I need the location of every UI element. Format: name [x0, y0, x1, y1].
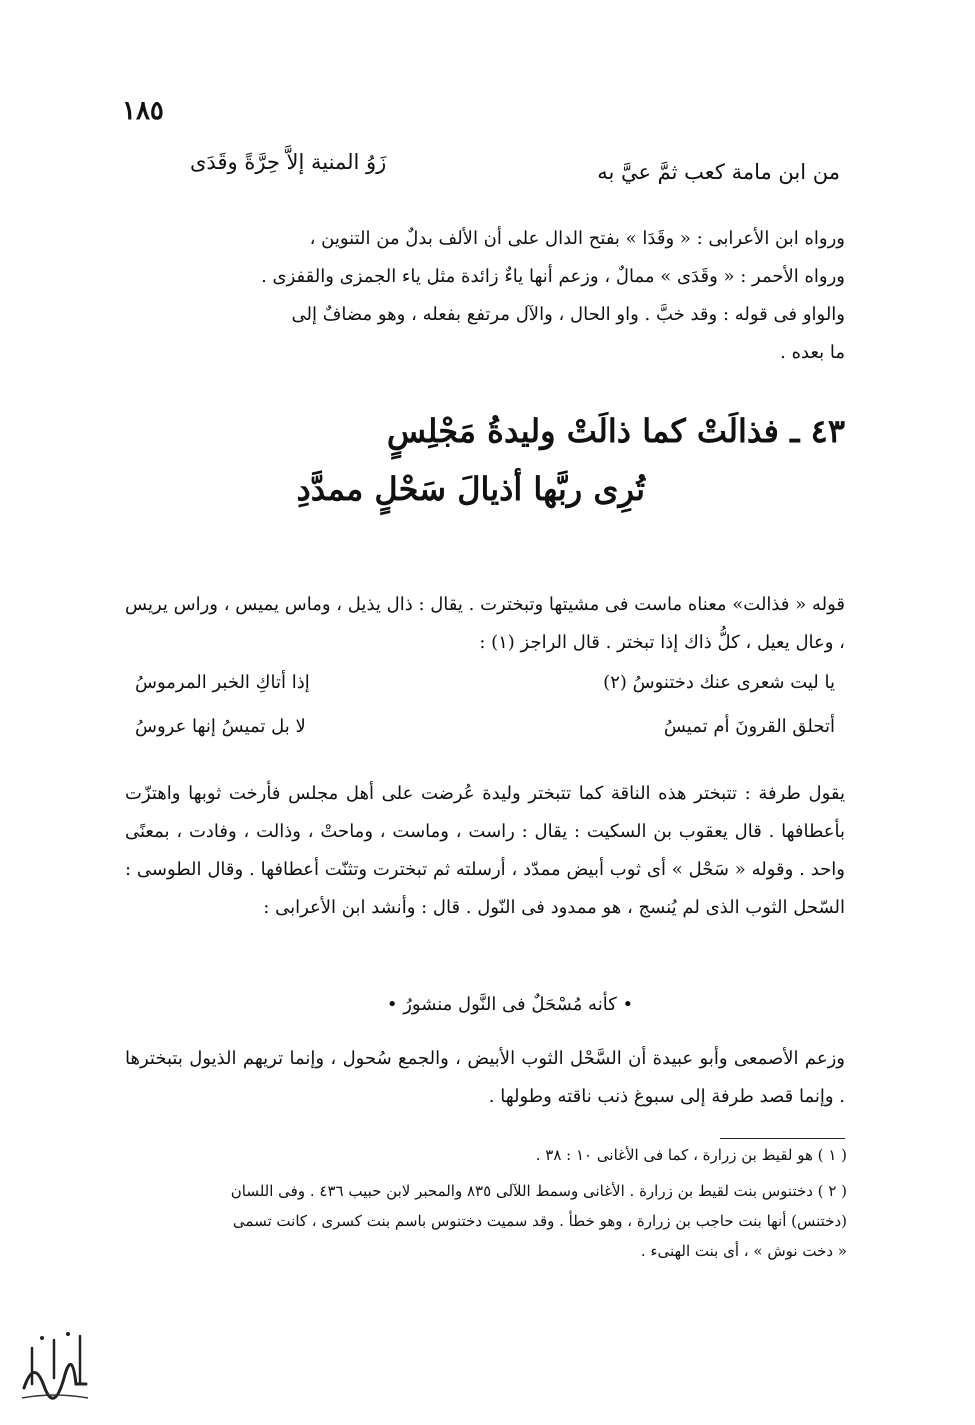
- quoted-verse: • كأنه مُسْحَلٌ فى النَّول منشورُ •: [386, 994, 634, 1015]
- page-number: ١٨٥: [122, 96, 164, 126]
- footnote-divider: [720, 1138, 845, 1139]
- verse-intro-hemistich-1: من ابن مامة كعب ثمَّ عيَّ به: [597, 160, 840, 184]
- footnote-1: ( ١ ) هو لقيط بن زرارة ، كما فى الأغانى ١٠ : ٣٨ .: [535, 1146, 847, 1164]
- footnote-2-line: « دخت نوش » ، أى بنت الهنىء .: [640, 1242, 847, 1260]
- paragraph-1-line: ورواه الأحمر : « وقَدَى » ممالٌ ، وزعم أنها ياءٌ زائدة مثل ياء الجمزى والقفزى .: [261, 266, 845, 287]
- poem-row: [135, 716, 835, 752]
- verse-heading-line-1: ٤٣ ـ فذالَتْ كما ذالَتْ وليدةُ مَجْلِسٍ: [386, 412, 845, 450]
- calligraphy-logo-icon: [14, 1318, 94, 1408]
- poem-row: [135, 672, 835, 708]
- paragraph-4: وزعم الأصمعى وأبو عبيدة أن السَّحْل الثوب الأبيض ، والجمع سُحول ، وإنما تريهم الذيول بتبخترها . وإنما قصد طرفة إلى سبوغ ذنب ناقته وطولها .: [125, 1048, 845, 1107]
- footnote-2-line: ( ٢ ) دختنوس بنت لقيط بن زرارة . الأغانى وسمط اللآلى ٨٣٥ والمحبر لابن حبيب ٤٣٦ . وفى اللسان: [230, 1182, 847, 1200]
- paragraph-2: قوله « فذالت» معناه ماست فى مشيتها وتبخترت . يقال : ذال يذيل ، وماس يميس ، وراس يريس ، وعال يعيل ، كلُّ ذاك إذا تبختر . قال الراجز (١) :: [125, 594, 845, 653]
- footnote-2-line: (دختنس) أنها بنت حاجب بن زرارة ، وهو خطأ . وقد سميت دختنوس باسم بنت كسرى ، كانت تسمى: [232, 1212, 847, 1230]
- footnote-2: [117, 1176, 847, 1266]
- verse-intro-hemistich-2: زَوُ المنية إلاَّ حِرَّةً وقَدَى: [190, 150, 387, 174]
- paragraph-1-line: ما بعده .: [780, 342, 845, 363]
- poem-hemistich: أتحلق القرونَ أم تميسُ: [663, 716, 835, 737]
- paragraph-1: [125, 220, 845, 372]
- poem-hemistich: يا ليت شعرى عنك دختنوسُ (٢): [603, 672, 835, 693]
- poem-hemistich: إذا أتاكِ الخبر المرموسُ: [135, 672, 310, 693]
- paragraph-1-line: والواو فى قوله : وقد خبَّ . واو الحال ، والآل مرتفع بفعله ، وهو مضافٌ إلى: [291, 304, 845, 325]
- verse-intro: [150, 150, 840, 194]
- paragraph-3: يقول طرفة : تتبختر هذه الناقة كما تتبختر وليدة عُرضت على أهل مجلس فأرخت ثوبها واهتزّت بأعطافها . قال يعقوب بن السكيت : يقال : راست ، وماست ، وماحتْ ، وذالت ، وفادت ، بمعنًى واحد . وقوله « سَحْل » أى ثوب أبيض ممدّد ، أرسلته ثم تبخترت وتثنّت أعطافها . وقال الطوسى : السّحل الثوب الذى لم يُنسج ، هو ممدود فى النّول . قال : وأنشد ابن الأعرابى :: [125, 783, 845, 918]
- poem-hemistich: لا بل تميسُ إنها عروسُ: [135, 716, 306, 737]
- paragraph-1-line: ورواه ابن الأعرابى : « وقَدَا » بفتح الدال على أن الألف بدلٌ من التنوين ،: [309, 228, 845, 249]
- verse-heading-line-2: تُرِى ربَّها أذيالَ سَحْلٍ ممدَّدِ: [296, 470, 645, 508]
